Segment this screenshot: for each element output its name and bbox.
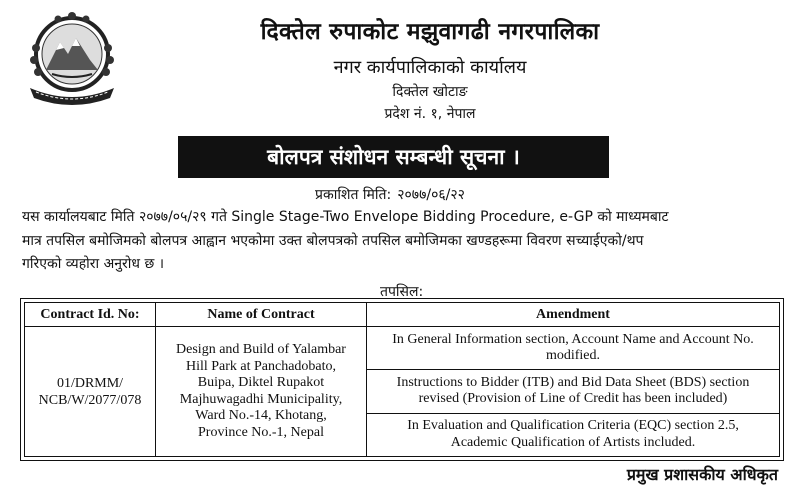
published-date bbox=[315, 185, 471, 204]
amendment-line: modified. bbox=[545, 348, 601, 364]
contract-id-cell bbox=[25, 327, 156, 457]
notice-banner: बोलपत्र संशोधन सम्बन्धी सूचना । bbox=[178, 136, 609, 178]
contract-table bbox=[24, 302, 780, 457]
contract-name-line: Design and Build of Yalambar bbox=[176, 342, 346, 357]
contract-name-line: Majhuwagadhi Municipality, bbox=[179, 391, 343, 407]
contract-name-line: Buipa, Diktel Rupakot bbox=[197, 375, 325, 390]
notice-line: गरिएको व्यहोरा अनुरोध छ । bbox=[22, 256, 165, 272]
contract-name-line: Hill Park at Panchadobato, bbox=[185, 358, 337, 374]
contract-id-line: 01/DRMM/ bbox=[56, 375, 124, 391]
contract-id-line: NCB/W/2077/078 bbox=[38, 392, 142, 408]
table-header-row bbox=[25, 303, 780, 327]
amendment-line: In Evaluation and Qualification Criteria (EQC) section 2.5, bbox=[407, 418, 739, 434]
header-contract-name: Name of Contract bbox=[156, 303, 367, 327]
office-name: नगर कार्यपालिकाको कार्यालय bbox=[333, 57, 527, 78]
contract-name-line: Province No.-1, Nepal bbox=[198, 424, 324, 440]
office-place: दिक्तेल खोटाङ bbox=[392, 84, 468, 100]
contract-name-cell bbox=[156, 327, 367, 457]
published-date-label: प्रकाशित मिति: bbox=[315, 187, 392, 203]
table-row bbox=[25, 327, 780, 370]
municipality-title: दिक्तेल रुपाकोट मझुवागढी नगरपालिका bbox=[260, 19, 600, 45]
header-amendment: Amendment bbox=[367, 303, 780, 327]
amendment-cell bbox=[367, 370, 780, 413]
tapasil-label: तपसिल: bbox=[380, 284, 424, 300]
amendment-cell bbox=[367, 413, 780, 456]
notice-line: मात्र तपसिल बमोजिमको बोलपत्र आह्वान भएकोमा उक्त बोलपत्रको तपसिल बमोजिमका खण्डहरूमा विवरण सच्याईएको/थप bbox=[22, 232, 644, 249]
signoff-title: प्रमुख प्रशासकीय अधिकृत bbox=[626, 465, 778, 484]
nepal-emblem-icon bbox=[22, 8, 122, 108]
contract-name-line: Ward No.-14, Khotang, bbox=[195, 408, 327, 423]
published-date-value: २०७७/०६/२२ bbox=[397, 187, 465, 203]
header-contract-id: Contract Id. No: bbox=[25, 303, 156, 327]
notice-line: यस कार्यालयबाट मिति २०७७/०५/२९ गते Single Stage-Two Envelope Bidding Procedure, e-GP को माध्यमबाट bbox=[22, 209, 669, 225]
amendment-line: In General Information section, Account Name and Account No. bbox=[392, 331, 754, 347]
office-province: प्रदेश नं. १, नेपाल bbox=[384, 106, 476, 122]
amendment-line: revised (Provision of Line of Credit has been included) bbox=[418, 391, 728, 407]
amendment-line: Instructions to Bidder (ITB) and Bid Data Sheet (BDS) section bbox=[396, 374, 750, 390]
amendment-cell bbox=[367, 327, 780, 370]
amendment-line: Academic Qualification of Artists included. bbox=[450, 434, 696, 450]
notice-body bbox=[22, 206, 784, 277]
